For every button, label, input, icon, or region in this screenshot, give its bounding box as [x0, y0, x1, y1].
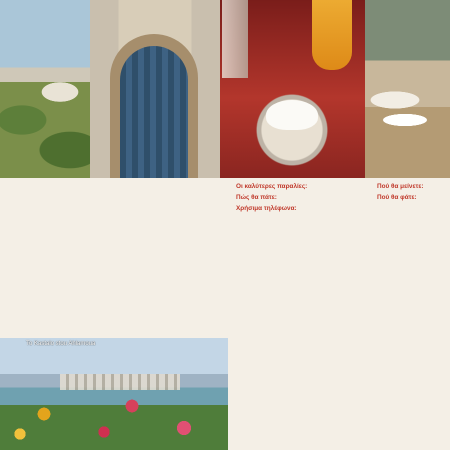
photo-blue-door — [90, 0, 220, 178]
column-travel-info — [236, 180, 372, 450]
column-where-stay-eat — [377, 180, 447, 450]
distant-town — [60, 374, 180, 390]
heading-how-to-go: Πώς θα πάτε: — [236, 194, 277, 202]
photo-hillside-village — [0, 0, 90, 178]
heading-beaches: Οι καλύτερες παραλίες: — [236, 183, 308, 190]
photo-dessert-table — [220, 0, 365, 178]
top-photo-strip — [0, 0, 450, 178]
glass-bottle — [222, 0, 248, 78]
caption-castle: To Kastalo stou Ahlamoua — [26, 341, 96, 347]
orange-drink-glass — [312, 0, 352, 70]
heading-where-to-stay: Πού θα μείνετε: — [377, 183, 424, 190]
heading-where-to-eat: Πού θα φάτε: — [377, 194, 417, 202]
white-dessert — [266, 100, 318, 130]
photo-castle-flowers — [0, 338, 228, 450]
photo-white-village — [365, 0, 450, 178]
heading-useful-phones: Χρήσιμα τηλέφωνα: — [236, 205, 297, 213]
blue-door — [120, 46, 188, 178]
